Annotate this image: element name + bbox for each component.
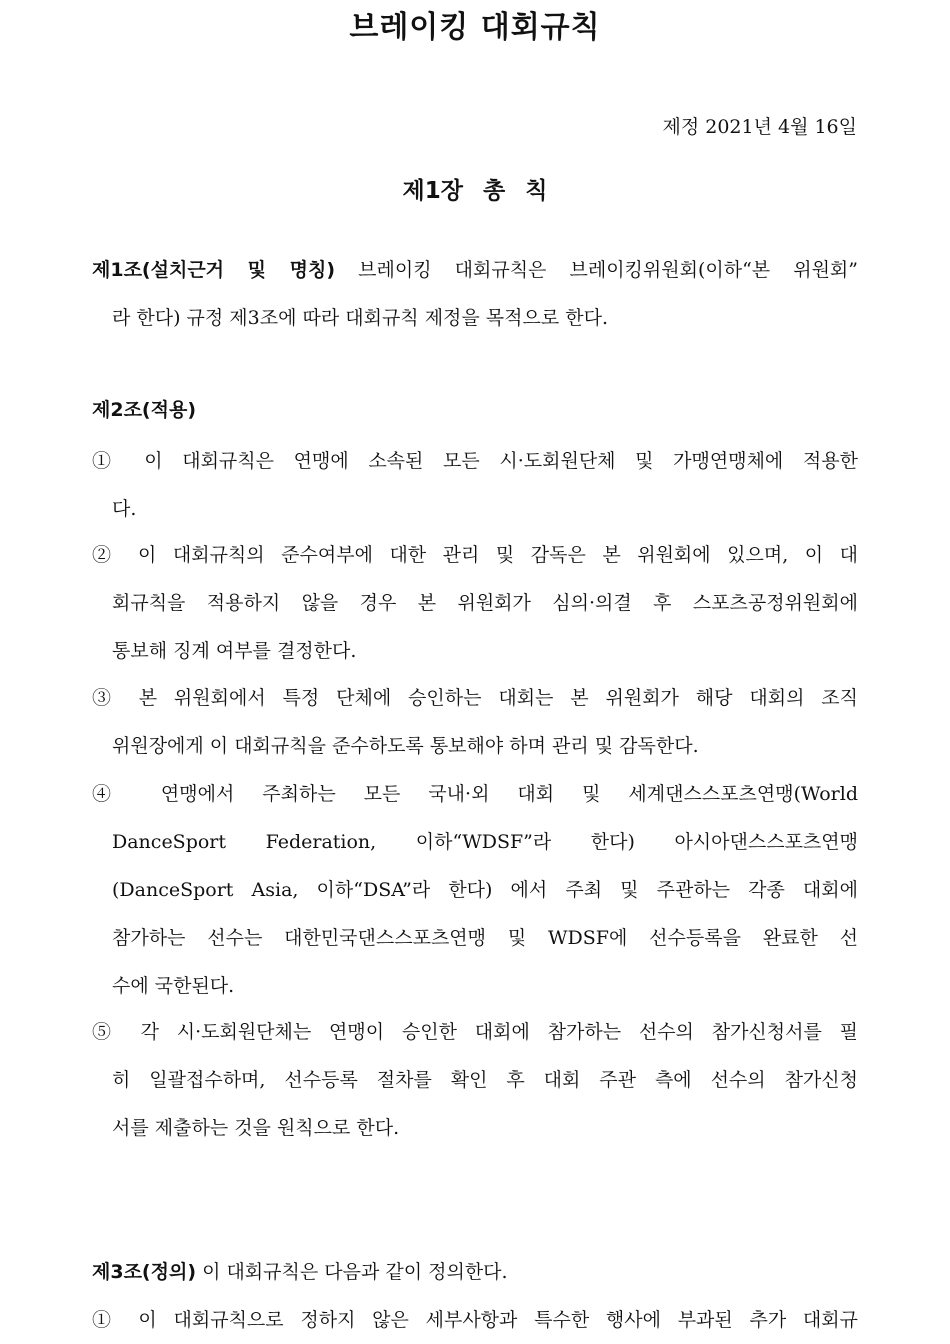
article-2-item-5-line-3: 서를 제출하는 것을 원칙으로 한다.	[112, 1117, 400, 1139]
article-2-item-4-line-2: DanceSport Federation, 이하“WDSF”라 한다) 아시아댄스스포츠연맹	[112, 831, 858, 853]
article-2-item-2-line-1: ② 이 대회규칙의 준수여부에 대한 관리 및 감독은 본 위원회에 있으며, 이 대	[92, 544, 858, 566]
article-3-heading: 제3조(정의)	[92, 1261, 197, 1283]
article-3-intro: 이 대회규칙은 다음과 같이 정의한다.	[202, 1261, 508, 1283]
article-1	[92, 246, 858, 342]
article-2-item-4-line-3: (DanceSport Asia, 이하“DSA”라 한다) 에서 주최 및 주관하는 각종 대회에	[112, 879, 858, 901]
article-2-item-3	[92, 674, 858, 770]
article-3-item-1	[92, 1296, 858, 1344]
article-2-item-4-line-1: ④ 연맹에서 주최하는 모든 국내·외 대회 및 세계댄스스포츠연맹(World	[92, 783, 858, 805]
article-2-item-1-line-1: ① 이 대회규칙은 연맹에 소속된 모든 시·도회원단체 및 가맹연맹체에 적용한	[92, 450, 858, 472]
article-2-item-3-line-1: ③ 본 위원회에서 특정 단체에 승인하는 대회는 본 위원회가 해당 대회의 조직	[92, 687, 858, 709]
article-2-item-4-line-4: 참가하는 선수는 대한민국댄스스포츠연맹 및 WDSF에 선수등록을 완료한 선	[112, 927, 858, 949]
article-2-item-1	[92, 437, 858, 533]
article-3-item-1-line-1: ① 이 대회규칙으로 정하지 않은 세부사항과 특수한 행사에 부과된 추가 대회규	[92, 1309, 858, 1331]
article-2-item-2	[92, 531, 858, 675]
article-2-item-5-line-2: 히 일괄접수하며, 선수등록 절차를 확인 후 대회 주관 측에 선수의 참가신청	[112, 1069, 858, 1091]
article-2-item-2-line-3: 통보해 징계 여부를 결정한다.	[112, 640, 357, 662]
article-1-heading: 제1조(설치근거 및 명칭)	[92, 259, 336, 281]
article-2-item-1-line-2: 다.	[112, 498, 137, 520]
enactment-date: 제정 2021년 4월 16일	[662, 116, 857, 138]
article-2-heading-block	[92, 386, 858, 434]
article-2-item-4	[92, 770, 858, 1010]
article-3	[92, 1248, 858, 1296]
document-title: 브레이킹 대회규칙	[349, 10, 601, 45]
article-2-item-2-line-2: 회규칙을 적용하지 않을 경우 본 위원회가 심의·의결 후 스포츠공정위원회에	[112, 592, 858, 614]
chapter-title: 제1장 총 칙	[402, 178, 548, 204]
article-2-item-5	[92, 1008, 858, 1152]
article-1-text-line-2: 라 한다) 규정 제3조에 따라 대회규칙 제정을 목적으로 한다.	[112, 307, 609, 329]
article-2-item-3-line-2: 위원장에게 이 대회규칙을 준수하도록 통보해야 하며 관리 및 감독한다.	[112, 735, 699, 757]
article-1-text-line-1: 브레이킹 대회규칙은 브레이킹위원회(이하“본 위원회”	[358, 259, 858, 281]
article-2-item-4-line-5: 수에 국한된다.	[112, 975, 235, 997]
article-2-item-5-line-1: ⑤ 각 시·도회원단체는 연맹이 승인한 대회에 참가하는 선수의 참가신청서를 필	[92, 1021, 858, 1043]
article-2-heading: 제2조(적용)	[92, 399, 197, 421]
